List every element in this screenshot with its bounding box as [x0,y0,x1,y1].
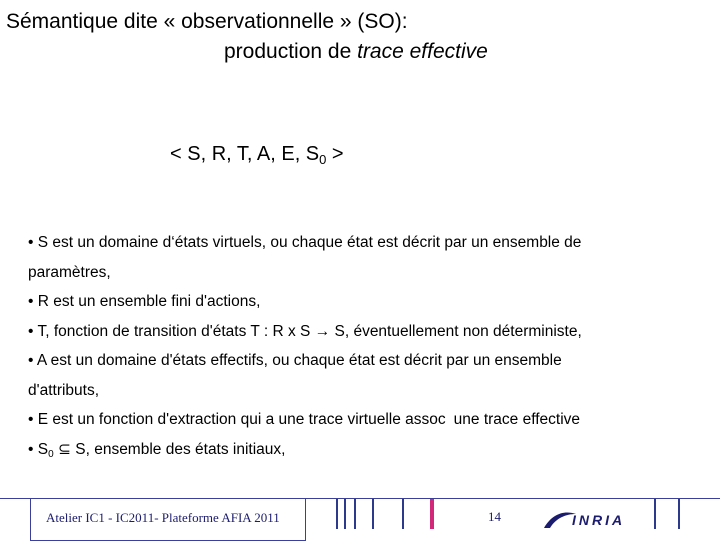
arrow-symbol: → [314,322,331,340]
bullet-s0-sub: 0 [48,448,54,460]
tuple-definition [170,143,344,167]
subset-symbol: ⊆ [53,440,76,458]
bullet-t [28,317,678,347]
footer-accent-bar [430,499,434,529]
bullet-s-line2: paramètres, [28,263,111,281]
bullet-s0-pre: • S [28,440,49,458]
slide-title-line2 [224,40,488,64]
footer-bar [372,499,374,529]
footer-event-text: Atelier IC1 - IC2011- Plateforme AFIA 2011 [46,510,280,525]
tuple-main: < S, R, T, A, E, S [170,143,320,165]
tuple-end: > [326,143,344,165]
bullet-a-line2: d'attributs, [28,381,100,399]
bullet-s0-post: S, ensemble des états initiaux, [75,440,286,458]
footer-bar [654,499,656,529]
bullet-s-line1: • S est un domaine d‘états virtuels, ou chaque état est décrit par un ensemble de [28,234,582,251]
bullet-a-line1: • A est un domaine d'états effectifs, ou chaque état est décrit par un ensemble [28,352,562,369]
footer-bar [402,499,404,529]
footer-bar [678,499,680,529]
title-emphasis: trace effective [357,40,488,63]
inria-logo [542,508,646,532]
tuple-subscript: 0 [319,152,327,167]
bullet-t-post: S, éventuellement non déterministe, [330,322,582,340]
bullet-e-part1: • E est un fonction d'extraction qui a une trace virtuelle assoc [28,411,446,428]
footer-bar [344,499,346,529]
footer-bar [354,499,356,529]
footer-bar [336,499,338,529]
bullet-r: • R est un ensemble fini d'actions, [28,293,261,310]
bullet-s0 [28,435,678,464]
bullet-list [28,228,678,463]
page-number: 14 [488,509,501,524]
title-prefix: production de [224,40,358,63]
slide-title-line1: Sémantique dite « observationnelle » (SO): [6,10,408,33]
corner-decoration [655,478,677,500]
bullet-e-part2: une trace effective [453,411,581,428]
bullet-t-pre: • T, fonction de transition d'états T : R x S [28,322,315,340]
logo-text: INRIA [572,512,626,528]
bullet-e [28,405,678,435]
